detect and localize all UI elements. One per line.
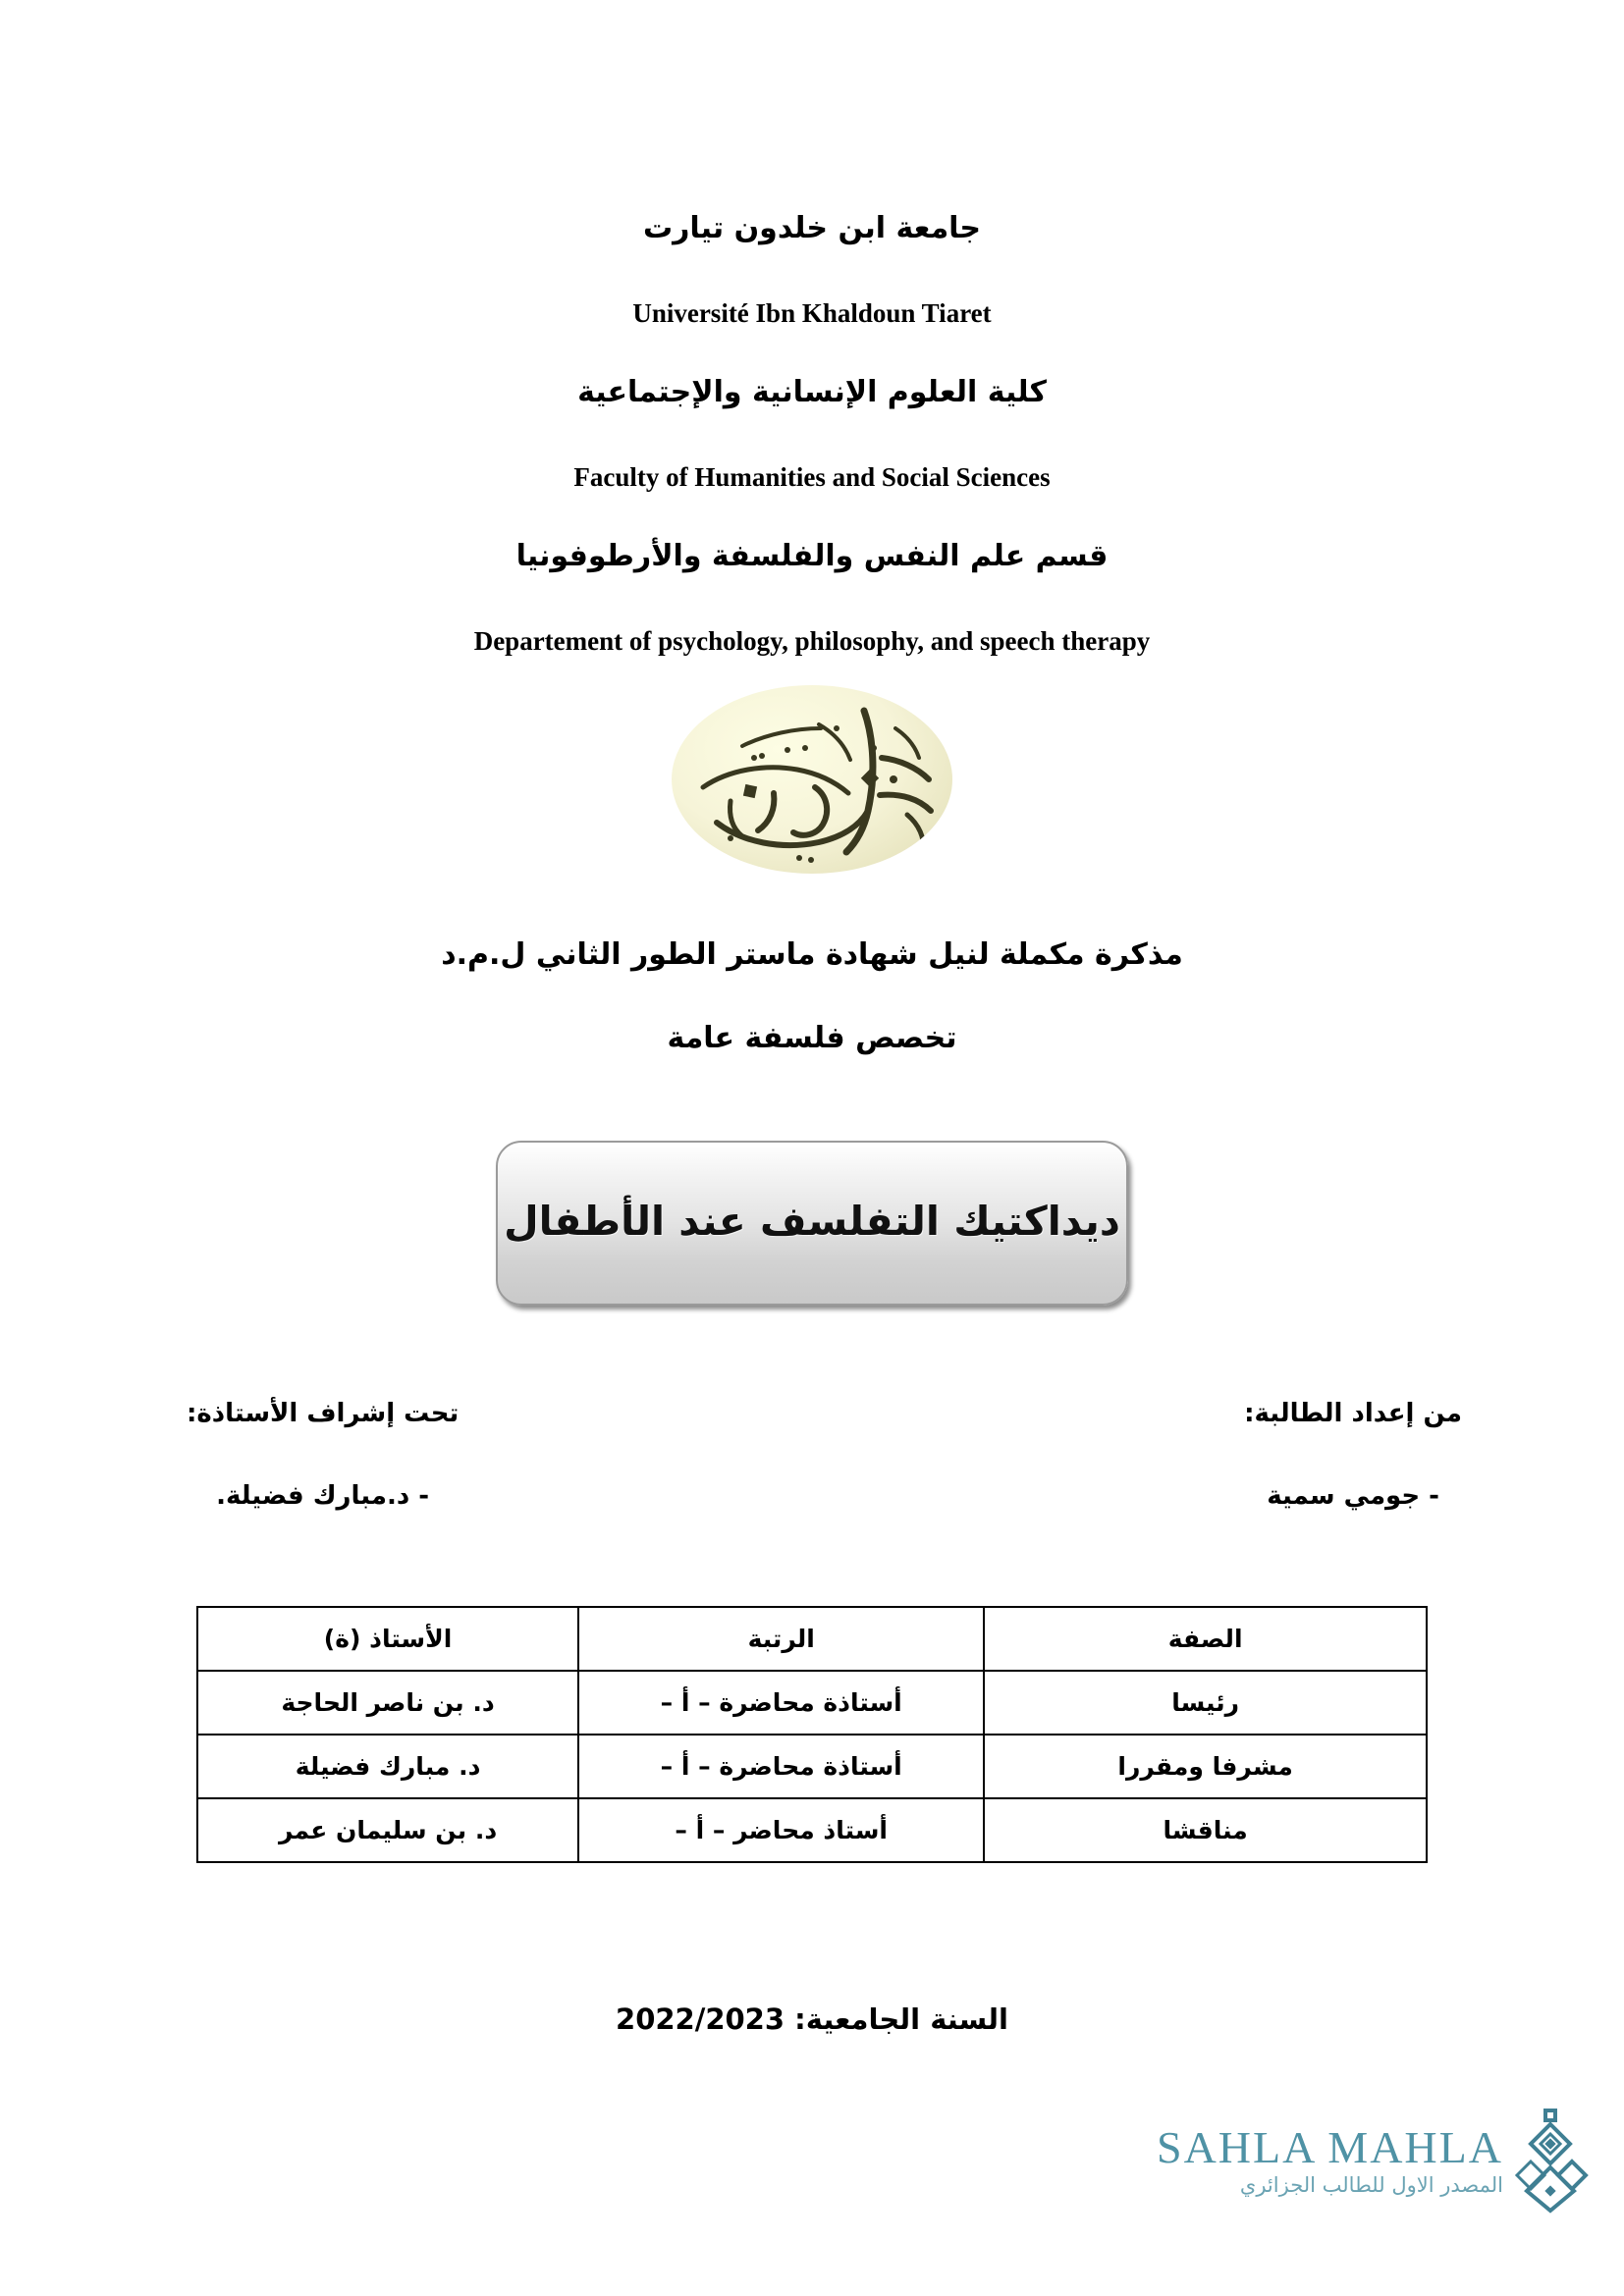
spacer xyxy=(0,571,1624,628)
cell-role: مناقشا xyxy=(984,1798,1427,1862)
student-column xyxy=(1244,1399,1462,1511)
cell-name: د. مبارك فضيلة xyxy=(197,1735,578,1798)
degree-line-2: تخصص فلسفة عامة xyxy=(667,1021,957,1055)
faculty-name-ar: كلية العلوم الإنسانية والإجتماعية xyxy=(577,375,1047,409)
table-row xyxy=(197,1671,1427,1735)
supervisor-column xyxy=(187,1399,459,1511)
university-emblem-icon xyxy=(672,685,952,874)
cell-rank: أستاذة محاضرة – أ – xyxy=(578,1671,984,1735)
degree-statement xyxy=(0,937,1624,1055)
supervisor-label: تحت إشراف الأستاذة: xyxy=(187,1399,460,1428)
supervisor-name: - د.مبارك فضيلة. xyxy=(216,1481,430,1511)
student-label: من إعداد الطالبة: xyxy=(1244,1399,1462,1428)
thesis-title-box xyxy=(496,1141,1128,1306)
cell-rank: أستاذ محاضر – أ – xyxy=(578,1798,984,1862)
watermark-tagline: المصدر الاول للطالب الجزائري xyxy=(1239,2173,1503,2198)
university-name-fr: Université Ibn Khaldoun Tiaret xyxy=(632,298,992,328)
table-row xyxy=(197,1735,1427,1798)
spacer xyxy=(0,327,1624,378)
authorship-block xyxy=(187,1399,1462,1511)
table-row xyxy=(197,1798,1427,1862)
emblem-container xyxy=(0,685,1624,877)
sahla-mahla-watermark xyxy=(1157,2107,1569,2236)
column-header-name: الأستاذ (ة) xyxy=(197,1607,578,1671)
sahla-mahla-diamond-icon xyxy=(1513,2107,1590,2215)
watermark-brand-name: SAHLA MAHLA xyxy=(1157,2121,1503,2172)
department-name-ar: قسم علم النفس والفلسفة والأرطوفونيا xyxy=(515,539,1109,573)
department-name-en: Departement of psychology, philosophy, and speech therapy xyxy=(473,626,1151,656)
cell-rank: أستاذة محاضرة – أ – xyxy=(578,1735,984,1798)
jury-table xyxy=(196,1606,1428,1863)
student-name: - جومي سمية xyxy=(1267,1481,1439,1511)
column-header-rank: الرتبة xyxy=(578,1607,984,1671)
university-name-ar: جامعة ابن خلدون تيارت xyxy=(642,211,982,245)
cell-name: د. بن ناصر الحاجة xyxy=(197,1671,578,1735)
cell-name: د. بن سليمان عمر xyxy=(197,1798,578,1862)
thesis-title: ديداكتيك التفلسف عند الأطفال xyxy=(504,1198,1120,1246)
degree-line-1: مذكرة مكملة لنيل شهادة ماستر الطور الثاني ل.م.د xyxy=(441,937,1183,972)
cell-role: مشرفا ومقررا xyxy=(984,1735,1427,1798)
spacer xyxy=(0,407,1624,464)
spacer xyxy=(0,243,1624,300)
institution-header xyxy=(0,211,1624,656)
academic-year: السنة الجامعية: 2022/2023 xyxy=(616,2002,1008,2036)
jury-table-container xyxy=(0,1606,1624,1863)
table-header-row xyxy=(197,1607,1427,1671)
faculty-name-en: Faculty of Humanities and Social Sciences xyxy=(573,462,1051,492)
spacer xyxy=(0,491,1624,542)
thesis-title-container xyxy=(0,1141,1624,1310)
column-header-role: الصفة xyxy=(984,1607,1427,1671)
cell-role: رئيسا xyxy=(984,1671,1427,1735)
